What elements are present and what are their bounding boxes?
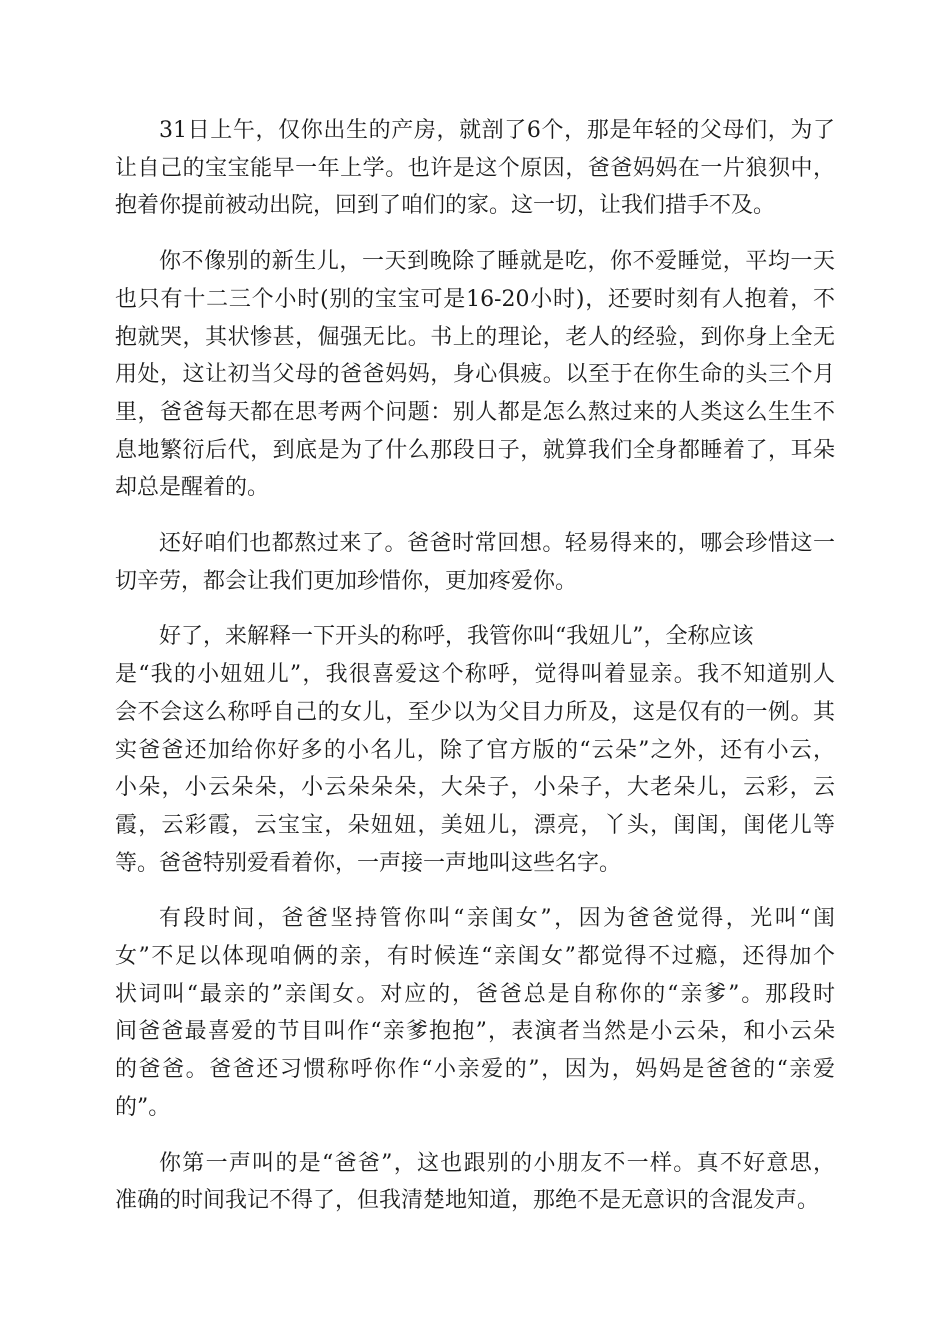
text-line: 还好咱们也都熬过来了。爸爸时常回想。轻易得来的，哪会珍惜这一 [159,531,835,557]
text-line: 让自己的宝宝能早一年上学。也许是这个原因，爸爸妈妈在一片狼狈中， [115,155,835,181]
text-line: 的”。 [115,1094,171,1120]
text-line: 息地繁衍后代，到底是为了什么那段日子，就算我们全身都睡着了，耳朵 [115,437,835,463]
text-line: 却总是醒着的。 [115,475,270,501]
text-line: 状词叫“最亲的”亲闺女。对应的，爸爸总是自称你的“亲爹”。那段时 [115,981,835,1007]
paragraph-6 [115,1145,835,1220]
text-line: 间爸爸最喜爱的节目叫作“亲爹抱抱”，表演者当然是小云朵，和小云朵 [115,1019,835,1045]
text-line: 好了，来解释一下开头的称呼，我管你叫“我妞儿”，全称应该 [159,624,754,650]
text-line: 的爸爸。爸爸还习惯称呼你作“小亲爱的”，因为，妈妈是爸爸的“亲爱 [115,1057,835,1083]
text-line: 你第一声叫的是“爸爸”，这也跟别的小朋友不一样。真不好意思， [159,1150,835,1176]
text-line: 会不会这么称呼自己的女儿，至少以为父目力所及，这是仅有的一例。其 [115,699,835,725]
text-line: 也只有十二三个小时(别的宝宝可是16-20小时)，还要时刻有人抱着，不 [115,286,835,312]
paragraph-5 [115,900,835,1126]
text-line: 准确的时间我记不得了，但我清楚地知道，那绝不是无意识的含混发声。 [115,1188,820,1214]
text-line: 31日上午，仅你出生的产房，就剖了6个，那是年轻的父母们，为了 [159,118,835,143]
text-line: 女”不足以体现咱俩的亲，有时候连“亲闺女”都觉得不过瘾，还得加个 [115,944,835,970]
text-line: 实爸爸还加给你好多的小名儿，除了官方版的“云朵”之外，还有小云， [115,737,835,763]
text-line: 你不像别的新生儿，一天到晚除了睡就是吃，你不爱睡觉，平均一天 [159,249,835,275]
text-line: 有段时间，爸爸坚持管你叫“亲闺女”，因为爸爸觉得，光叫“闺 [159,906,835,932]
body-text [115,112,835,1238]
text-line: 抱就哭，其状惨甚，倔强无比。书上的理论，老人的经验，到你身上全无 [115,324,835,350]
text-line: 等。爸爸特别爱看着你，一声接一声地叫这些名字。 [115,850,622,876]
text-line: 是“我的小妞妞儿”，我很喜爱这个称呼，觉得叫着显亲。我不知道别人 [115,662,835,688]
text-line: 小朵，小云朵朵，小云朵朵朵，大朵子，小朵子，大老朵儿，云彩，云 [115,775,835,801]
paragraph-4 [115,618,835,882]
paragraph-3 [115,525,835,600]
text-line: 里，爸爸每天都在思考两个问题：别人都是怎么熬过来的人类这么生生不 [115,399,835,425]
text-line: 抱着你提前被动出院，回到了咱们的家。这一切，让我们措手不及。 [115,193,776,219]
text-line: 用处，这让初当父母的爸爸妈妈，身心俱疲。以至于在你生命的头三个月 [115,362,835,388]
paragraph-1 [115,112,835,225]
text-line: 霞，云彩霞，云宝宝，朵妞妞，美妞儿，漂亮，丫头，闺闺，闺佬儿等 [115,812,835,838]
paragraph-2 [115,243,835,507]
text-line: 切辛劳，都会让我们更加珍惜你，更加疼爱你。 [115,568,578,594]
